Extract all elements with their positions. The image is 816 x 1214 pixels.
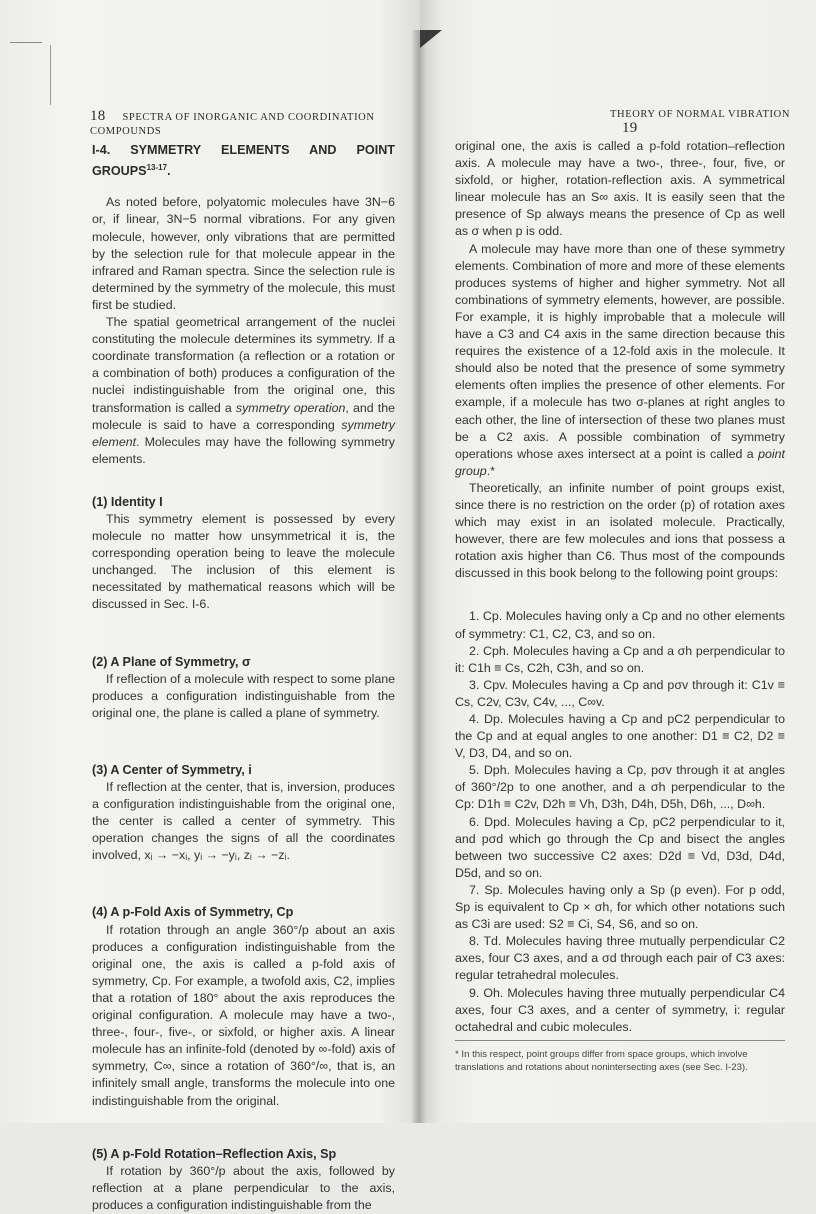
right-running-header [610,108,816,137]
right-text-column [455,138,785,1036]
page-corner-flap [420,30,442,48]
left-page-number: 18 [90,108,106,124]
right-page [420,0,816,1123]
point-group-item: 2. Cph. Molecules having a Cp and a σh perpendicular to it: C1h ≡ Cs, C2h, C3h, and so on. [455,643,785,675]
intro-paragraph-2: The spatial geometrical arrangement of the nuclei constituting the molecule determines its symmetry. If a coordinate transformation (a reflection or a rotation or a combination of both) produces a configuration of the nuclei indistinguishable from the original one, this transformation is called a symmetry operation, and the molecule is said to have a corresponding symmetry element. Molecules may have the following symmetry elements. [92,315,395,466]
left-running-head: SPECTRA OF INORGANIC AND COORDINATION COMPOUNDS [90,112,375,137]
right-running-head: THEORY OF NORMAL VIBRATION [610,109,791,120]
point-group-item: 5. Dph. Molecules having a Cp, pσv through it at angles of 360°/2p to one another, and a σh perpendicular to the Cp: D1h ≡ C2v, D2h ≡ Vh, D3h, D4h, D5h, D6h, ..., D∞h. [455,763,785,812]
paragraph-rotation-reflection-axis: If rotation by 360°/p about the axis, followed by reflection at a plane perpendicular to the axis, produces a configuration indistinguishable from the [92,1163,395,1212]
paragraph-plane-of-symmetry: If reflection of a molecule with respect to some plane produces a configuration indistinguishable from the original one, the plane is called a plane of symmetry. [92,671,395,720]
paragraph-identity: This symmetry element is possessed by every molecule no matter how unsymmetrical it is, the corresponding operation being to leave the molecule unchanged. The inclusion of this element is necessitated by mathematical reasons which will be discussed in Sec. I-6. [92,511,395,612]
left-text-column [92,142,395,1214]
continuation-paragraph: original one, the axis is called a p-fold rotation–reflection axis. A molecule may have a two-, three-, four, five, or sixfold, or higher, rotation-reflection axis. A symmetrical linear molecule has an S∞ axis. It is easily seen that the presence of Sp always means the presence of Cp as well as σ when p is odd. [455,139,785,239]
point-group-item: 6. Dpd. Molecules having a Cp, pC2 perpendicular to it, and pσd which go through the Cp and bisect the angles between two successive C2 axes: D2d ≡ Vd, D3d, D4d, D5d, and so on. [455,814,785,880]
paragraph-center-of-symmetry: If reflection at the center, that is, inversion, produces a configuration indistinguishable from the original one, the center is called a center of symmetry. This operation changes the signs of all the coordinates involved, xᵢ → −xᵢ, yᵢ → −yᵢ, zᵢ → −zᵢ. [92,780,395,863]
heading-identity: (1) Identity I [92,494,163,509]
point-group-item: 1. Cp. Molecules having only a Cp and no other elements of symmetry: C1, C2, C3, and so on. [455,609,785,641]
margin-line [50,45,51,105]
footnote-rule [455,1040,785,1041]
section-heading: I-4. SYMMETRY ELEMENTS AND POINT GROUPS$^{13-17}$. [92,143,395,179]
heading-plane-of-symmetry: (2) A Plane of Symmetry, σ [92,654,251,669]
point-group-list [455,608,785,1035]
heading-center-of-symmetry: (3) A Center of Symmetry, i [92,762,252,777]
paragraph-p-fold-axis: If rotation through an angle 360°/p about an axis produces a configuration indistinguishable from the original one, the axis is called a p-fold axis of symmetry, Cp. For example, a twofold axis, C2, implies that a rotation of 180° about the axis reproduces the original configuration. A molecule may have a two-, three-, four-, five-, or sixfold, or higher axis. A linear molecule has an infinite-fold (denoted by ∞-fold) axis of symmetry, C∞, since a rotation of 360°/∞, that is, an infinitely small angle, transforms the molecule into one indistinguishable from the original. [92,922,395,1108]
point-group-item: 7. Sp. Molecules having only a Sp (p even). For p odd, Sp is equivalent to Cp × σh, for which other notations such as C3i are used: S2 ≡ Ci, S4, S6, and so on. [455,882,785,932]
heading-rotation-reflection-axis: (5) A p-Fold Rotation–Reflection Axis, Sp [92,1146,337,1161]
margin-mark [10,42,42,43]
book-gutter [412,30,426,1123]
left-running-header [90,108,420,137]
point-groups-intro: Theoretically, an infinite number of point groups exist, since there is no restriction on the order (p) of rotation axes which may exist in an isolated molecule. Practically, however, there are few molecules and ions that possess a rotation axis higher than C6. Thus most of the compounds discussed in this book belong to the following point groups: [455,480,785,581]
point-group-item: 3. Cpv. Molecules having a Cp and pσv through it: C1v ≡ Cs, C2v, C3v, C4v, ..., C∞v. [455,677,785,709]
point-group-item: 8. Td. Molecules having three mutually perpendicular C2 axes, four C3 axes, and a σd through each pair of C3 axes: regular tetrahedral molecules. [455,934,785,983]
footnote: * In this respect, point groups differ from space groups, which involve translations and rotations about nonintersecting axes (see Sec. I-23). [455,1049,748,1073]
point-group-item: 4. Dp. Molecules having a Cp and pC2 perpendicular to the Cp and at equal angles to one another: D1 ≡ C2, D2 ≡ V, D3, D4, and so on. [455,712,785,761]
intro-paragraph-1: As noted before, polyatomic molecules have 3N−6 or, if linear, 3N−5 normal vibrations. For any given molecule, however, only vibrations that are permitted by the selection rule for that molecule appear in the infrared and Raman spectra. Since the selection rule is determined by the symmetry of the molecule, this must first be studied. [92,195,395,312]
right-page-number: 19 [622,120,638,136]
point-group-item: 9. Oh. Molecules having three mutually perpendicular C4 axes, four C3 axes, and a center of symmetry, i: regular octahedral and cubic molecules. [455,985,785,1034]
heading-p-fold-axis: (4) A p-Fold Axis of Symmetry, Cp [92,905,294,920]
combination-paragraph: A molecule may have more than one of these symmetry elements. Combination of more and more of these elements produces systems of higher and higher symmetry. Not all combinations of symmetry elements, however, are possible. For example, it is highly improbable that a molecule will have a C3 and C4 axis in the same direction because this requires the existence of a 12-fold axis in the molecule. It should also be noted that the presence of some symmetry elements often implies the presence of other elements. For example, if a molecule has two σ-planes at right angles to each other, the line of intersection of these two planes must be a C2 axis. A possible combination of symmetry operations whose axes intersect at a point is called a point group.* [455,241,785,478]
